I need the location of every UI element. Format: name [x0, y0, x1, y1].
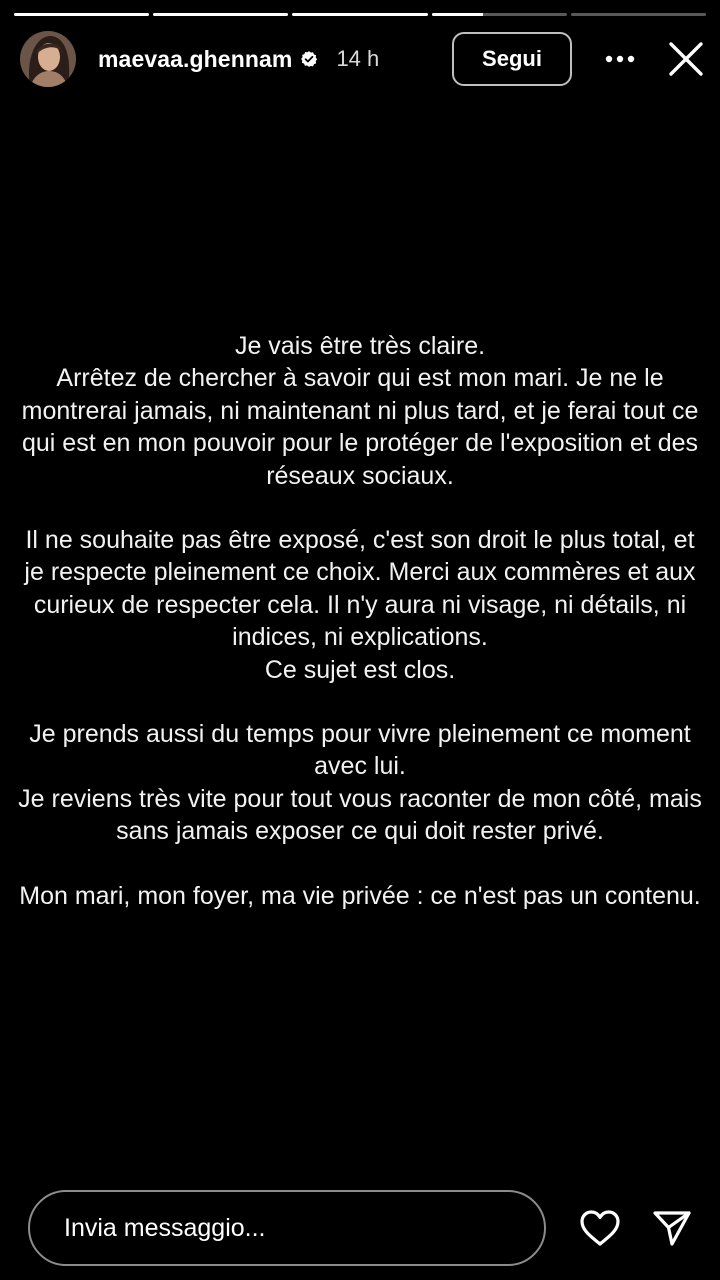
story-time: 14 h	[336, 46, 380, 71]
progress-segment-current	[432, 13, 567, 16]
avatar[interactable]	[20, 31, 76, 87]
progress-fill	[153, 13, 288, 16]
message-input[interactable]: Invia messaggio...	[28, 1190, 546, 1266]
close-icon[interactable]	[666, 39, 706, 79]
story-paragraph: Il ne souhaite pas être exposé, c'est son droit le plus total, et je respecte pleinement ce choix. Merci aux commères et aux curieux de respecter cela. Il n'y aura ni visage, ni détails, ni indices, ni explications. Ce sujet est clos.	[24, 526, 696, 684]
story-paragraph: Mon mari, mon foyer, ma vie privée : ce n'est pas un contenu.	[19, 881, 701, 910]
story-progress-bar	[14, 13, 706, 17]
verified-badge-icon	[300, 50, 318, 68]
follow-button[interactable]: Segui	[452, 32, 572, 86]
avatar-image	[20, 31, 76, 87]
story-paragraph: Je prends aussi du temps pour vivre pleinement ce moment avec lui. Je reviens très vite pour tout vous raconter de mon côté, mais sans jamais exposer ce qui doit rester privé.	[18, 720, 702, 846]
username[interactable]: maevaa.ghennam	[98, 45, 293, 72]
progress-segment	[571, 13, 706, 16]
more-horizontal-icon[interactable]	[602, 41, 638, 77]
progress-fill	[14, 13, 149, 16]
heart-icon[interactable]	[578, 1206, 622, 1250]
progress-segment	[153, 13, 288, 16]
send-icon[interactable]	[650, 1206, 694, 1250]
progress-fill	[292, 13, 427, 16]
story-footer	[28, 1190, 700, 1266]
progress-segment	[292, 13, 427, 16]
story-header	[20, 30, 706, 88]
story-paragraph: Je vais être très claire. Arrêtez de chercher à savoir qui est mon mari. Je ne le montrerai jamais, ni maintenant ni plus tard, et je ferai tout ce qui est en mon pouvoir pour le protéger de l'exposition et des réseaux sociaux.	[21, 332, 699, 490]
progress-segment	[14, 13, 149, 16]
progress-fill	[432, 13, 483, 16]
story-text	[16, 330, 704, 944]
